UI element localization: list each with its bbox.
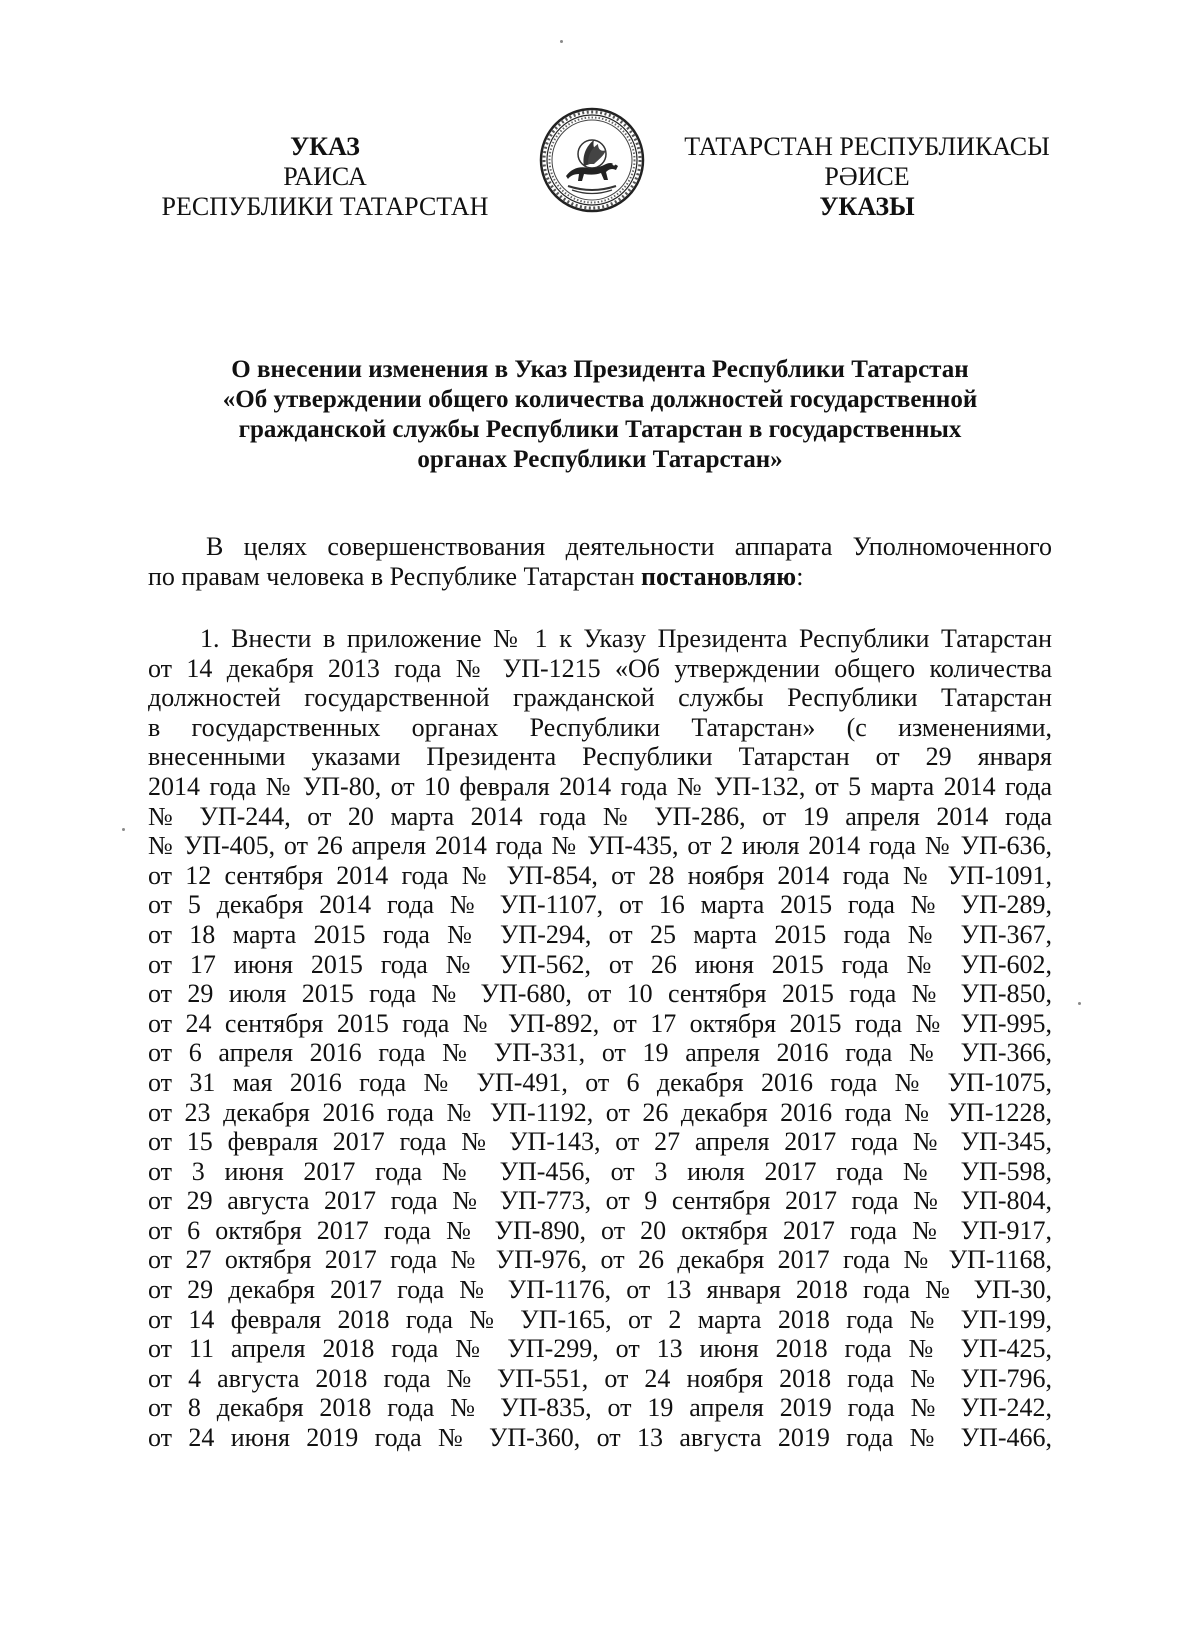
header-left-line2: РАИСА — [283, 162, 367, 191]
clause-text-line: от 11 апреля 2018 года № УП-299, от 13 июня 2018 года № УП-425, — [148, 1334, 1052, 1364]
clause-text-line: от 14 декабря 2013 года № УП-1215 «Об утверждении общего количества — [148, 653, 1052, 683]
clause-text-line: от 18 марта 2015 года № УП-294, от 25 марта 2015 года № УП-367, — [148, 919, 1052, 949]
clause-text-line: от 23 декабря 2016 года № УП-1192, от 26 декабря 2016 года № УП-1228, — [148, 1097, 1052, 1127]
clause-text-line: от 24 июня 2019 года № УП-360, от 13 августа 2019 года № УП-466, — [148, 1423, 1052, 1453]
clause-text-line: 1. Внести в приложение № 1 к Указу Президента Республики Татарстан — [200, 624, 1052, 653]
clause-text-line: от 14 февраля 2018 года № УП-165, от 2 марта 2018 года № УП-199, — [148, 1304, 1052, 1334]
header-right-line1: ТАТАРСТАН РЕСПУБЛИКАСЫ — [684, 132, 1050, 161]
preamble-line-1: В целях совершенствования деятельности аппарата Уполномоченного — [206, 532, 1052, 561]
header-left-russian — [130, 132, 520, 222]
clause-text-line: от 29 июля 2015 года № УП-680, от 10 сентября 2015 года № УП-850, — [148, 979, 1052, 1009]
decree-title-line: О внесении изменения в Указ Президента Республики Татарстан — [231, 356, 969, 383]
clause-text-line: внесенными указами Президента Республики Татарстан от 29 января — [148, 742, 1052, 772]
clause-text-line: от 29 декабря 2017 года № УП-1176, от 13 января 2018 года № УП-30, — [148, 1275, 1052, 1305]
header-right-title: УКАЗЫ — [819, 192, 915, 221]
clause-text-line: от 27 октября 2017 года № УП-976, от 26 декабря 2017 года № УП-1168, — [148, 1245, 1052, 1275]
clause-text-line: от 6 октября 2017 года № УП-890, от 20 октября 2017 года № УП-917, — [148, 1215, 1052, 1245]
clause-text-line: от 17 июня 2015 года № УП-562, от 26 июня 2015 года № УП-602, — [148, 949, 1052, 979]
decree-title — [120, 355, 1080, 475]
preamble-text: по правам человека в Республике Татарстан — [148, 562, 642, 591]
clause-text-line: 2014 года № УП-80, от 10 февраля 2014 года № УП-132, от 5 марта 2014 года — [148, 771, 1052, 801]
clause-text-line: от 3 июня 2017 года № УП-456, от 3 июля 2017 года № УП-598, — [148, 1156, 1052, 1186]
clause-text-line: от 6 апреля 2016 года № УП-331, от 19 апреля 2016 года № УП-366, — [148, 1038, 1052, 1068]
clause-text-line: от 8 декабря 2018 года № УП-835, от 19 апреля 2019 года № УП-242, — [148, 1393, 1052, 1423]
clause-text-line: должностей государственной гражданской службы Республики Татарстан — [148, 683, 1052, 713]
header-right-tatar — [672, 132, 1062, 222]
scan-speck — [1078, 1002, 1081, 1005]
clause-text-line: от 5 декабря 2014 года № УП-1107, от 16 марта 2015 года № УП-289, — [148, 890, 1052, 920]
clause-text-line: от 29 августа 2017 года № УП-773, от 9 сентября 2017 года № УП-804, — [148, 1186, 1052, 1216]
clause-1-paragraph — [148, 624, 1052, 1453]
preamble-line-2 — [148, 562, 803, 591]
decree-title-line: гражданской службы Республики Татарстан в государственных — [238, 416, 962, 443]
clause-text-line: № УП-405, от 26 апреля 2014 года № УП-435, от 2 июля 2014 года № УП-636, — [148, 831, 1052, 861]
clause-text-line: от 12 сентября 2014 года № УП-854, от 28 ноября 2014 года № УП-1091, — [148, 860, 1052, 890]
scan-speck — [560, 40, 563, 43]
decree-title-line: органах Республики Татарстан» — [417, 446, 783, 473]
tatarstan-coat-of-arms-icon — [538, 106, 646, 214]
clause-text-line: в государственных органах Республики Татарстан» (с изменениями, — [148, 712, 1052, 742]
clause-text-line: от 31 мая 2016 года № УП-491, от 6 декабря 2016 года № УП-1075, — [148, 1067, 1052, 1097]
clause-text-line: № УП-244, от 20 марта 2014 года № УП-286, от 19 апреля 2014 года — [148, 801, 1052, 831]
preamble-colon: : — [796, 562, 804, 591]
clause-text-line: от 24 сентября 2015 года № УП-892, от 17 октября 2015 года № УП-995, — [148, 1008, 1052, 1038]
resolution-keyword: постановляю — [641, 562, 797, 591]
scan-speck — [122, 828, 125, 831]
clause-text-line: от 4 августа 2018 года № УП-551, от 24 ноября 2018 года № УП-796, — [148, 1363, 1052, 1393]
decree-title-line: «Об утверждении общего количества должностей государственной — [222, 386, 978, 413]
clause-text-line: от 15 февраля 2017 года № УП-143, от 27 апреля 2017 года № УП-345, — [148, 1127, 1052, 1157]
header-left-line3: РЕСПУБЛИКИ ТАТАРСТАН — [161, 192, 489, 221]
header-left-title: УКАЗ — [290, 132, 360, 161]
preamble-paragraph — [148, 532, 1052, 592]
header-right-line2: РӘИСЕ — [824, 162, 910, 191]
